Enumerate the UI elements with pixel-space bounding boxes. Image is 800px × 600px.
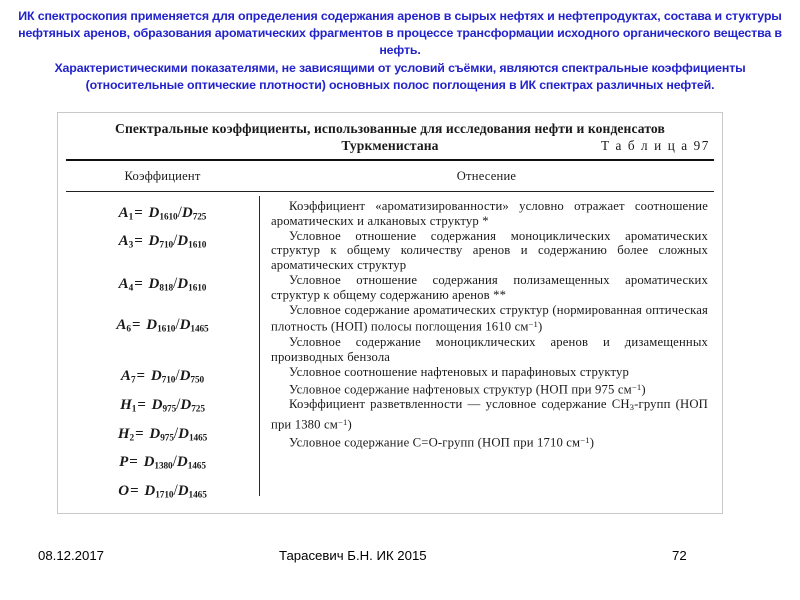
slide-heading xyxy=(8,8,792,94)
heading-paragraph-1: ИК спектроскопия применяется для определения содержания аренов в сырых нефтях и нефтепродуктах, состава и стуктуры нефтяных аренов, образования ароматических фрагментов в процессе трансформации исходного органического вещества в нефть. xyxy=(18,9,782,58)
column-header-assignment: Отнесение xyxy=(456,168,517,183)
description-a4: Условное отношение содержания полизамещенных ароматических структур к общему содержанию аренов ** xyxy=(271,272,708,302)
description-a1: Коэффициент «ароматизированности» условно отражает соотношение ароматических и алкановых структур * xyxy=(271,199,708,228)
formula-a6: $A_6= D_{1610}/D_{1465}$ xyxy=(116,316,209,335)
coefficient-column xyxy=(66,196,259,501)
formula-a1: $A_1= D_{1610}/D_{725}$ xyxy=(118,204,207,223)
table-column-headers xyxy=(66,161,714,191)
footer-author-course: Тарасевич Б.Н. ИК 2015 xyxy=(279,548,427,563)
formula-h1: $H_1= D_{975}/D_{725}$ xyxy=(120,396,205,415)
table-caption-line-2: Туркменистана xyxy=(341,138,439,153)
description-h1: Условное соотношение нафтеновых и парафиновых структур xyxy=(289,364,629,379)
table-body xyxy=(66,196,714,501)
formula-a7: $A_7= D_{710}/D_{750}$ xyxy=(120,367,205,386)
heading-paragraph-2: Характеристическими показателями, не зависящими от условий съёмки, являются спектральные коэффициенты (относительные оптические плотности) основных полос поглощения в ИК спектрах различных нефтей. xyxy=(54,60,746,92)
assignment-column xyxy=(260,196,714,496)
table-number-label: Т а б л и ц а 97 xyxy=(600,138,710,153)
description-o: Условное содержание C=O-групп (НОП при 1710 $см^{-1}$) xyxy=(289,434,595,450)
table-caption-line-1: Спектральные коэффициенты, использованные для исследования нефти и конденсатов xyxy=(115,121,665,136)
column-header-coefficient: Коэффициент xyxy=(124,168,201,183)
table-caption xyxy=(58,113,722,154)
formula-a4: $A_4= D_{818}/D_{1610}$ xyxy=(118,275,207,294)
formula-o: $O= D_{1710}/D_{1465}$ xyxy=(118,482,207,501)
footer-date: 08.12.2017 xyxy=(38,548,105,563)
slide-footer xyxy=(0,548,800,574)
description-p: Коэффициент разветвленности — условное содержание $CH_3$-групп (НОП при 1380 $см^{-1}$) xyxy=(271,397,708,432)
description-h2: Условное содержание нафтеновых структур (НОП при 975 $см^{-1}$) xyxy=(289,381,646,397)
table-caption-line-2-row xyxy=(68,138,712,154)
spectral-coefficients-table xyxy=(57,112,723,514)
description-a3: Условное отношение содержания моноциклических ароматических структур к общему количеству аренов и содержанию более сложных ароматических структур xyxy=(271,228,708,272)
footer-page-number: 72 xyxy=(672,548,687,563)
formula-a3: $A_3= D_{710}/D_{1610}$ xyxy=(118,232,207,251)
description-a7: Условное содержание моноциклических аренов и дизамещенных производных бензола xyxy=(271,334,708,364)
formula-p: $P= D_{1380}/D_{1465}$ xyxy=(119,453,206,472)
formula-h2: $H_2= D_{975}/D_{1465}$ xyxy=(117,425,208,444)
description-a6: Условное содержание ароматических структур (нормированная оптическая плотность (НОП) полосы поглощения 1610 $см^{-1}$) xyxy=(271,302,708,334)
table-header-rule xyxy=(66,191,714,192)
